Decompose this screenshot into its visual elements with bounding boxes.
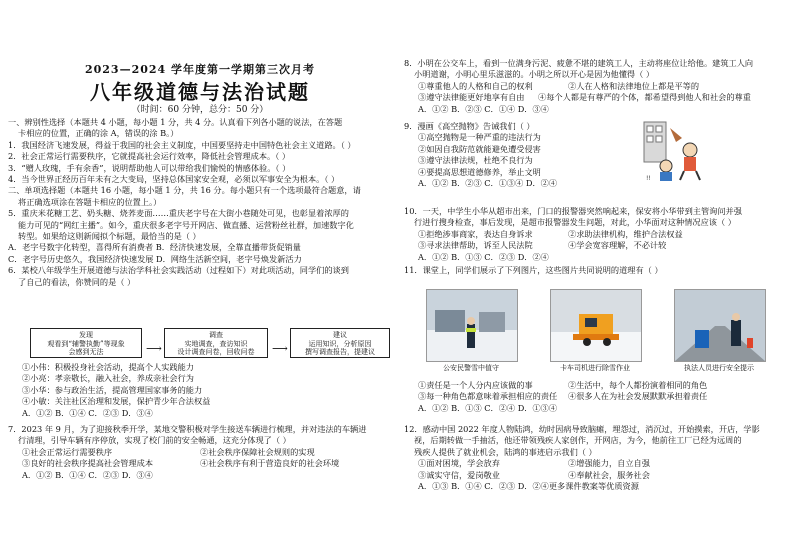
question-4: 4．当今世界正经历百年未有之大变局，坚持总体国家安全观，必须以军事安全为根本。（ ） bbox=[8, 174, 340, 185]
opinion-item: ②小亮：孝亲敬长，融入社会，养成亲社会行为 bbox=[22, 373, 194, 384]
choice-item: ④学会宽容理解，不必计较 bbox=[568, 240, 667, 251]
choice-item: ②生活中，每个人都扮演着相同的角色 bbox=[568, 380, 708, 390]
right-column bbox=[404, 0, 786, 560]
exam-meta: （时间：60 分钟，总分：50 分） bbox=[131, 105, 269, 115]
question-7 bbox=[8, 424, 392, 481]
question-11-options: A．①② B．①③ C．②④ D．①③④ bbox=[418, 402, 558, 413]
page-title: 八年级道德与法治试题 bbox=[90, 80, 310, 104]
question-5: 5．重庆米花糖工艺、奶头糖、烧荞麦面……重庆老字号在大街小巷随处可见，也彰显着浓厚的 bbox=[8, 208, 349, 219]
choice-item: ①拒绝涉事商家，表达自身诉求 bbox=[418, 228, 533, 239]
choice-item: ①尊重他人的人格和自己的权利 bbox=[418, 80, 533, 91]
choice-item: ②求助法律机构，维护合法权益 bbox=[568, 228, 683, 239]
question-9-stem: 9．漫画《高空抛物》告诫我们（ ） bbox=[404, 121, 535, 131]
opinion-item: ③小华：参与政治生活，提高管理国家事务的能力 bbox=[22, 384, 203, 395]
photo-safety-sign bbox=[674, 289, 766, 362]
activity-flowchart bbox=[30, 328, 390, 358]
choice-item: ①面对困境，学会放弃 bbox=[418, 458, 500, 469]
choice-item: ③遵守法律能更好地享有自由 bbox=[418, 92, 525, 103]
choice-item: ②人在人格和法律地位上都是平等的 bbox=[568, 80, 700, 91]
choice-item: ④奉献社会，服务社会 bbox=[568, 469, 650, 480]
cartoon-caption: !! bbox=[646, 175, 651, 182]
choice-item: ④社会秩序有利于营造良好的社会环境 bbox=[200, 458, 340, 469]
exam-term: 2023—2024 学年度第一学期第三次月考 bbox=[84, 63, 316, 76]
text-line: 视，后期转做一手抽活，他还带领残疾人家创作，开网店，为今，他前往工厂已经为远周的 bbox=[414, 435, 742, 446]
arrow-icon: ⟶ bbox=[146, 342, 162, 355]
text-line: 能力可见的“网红主播”。如今，重庆很多老字号开网店、做直播、运营粉丝社群，加速数字化 bbox=[18, 219, 354, 230]
question-6-options: A．①② B．①④ C．②③ D．③④ bbox=[22, 407, 153, 418]
flow-box-investigate: 调查 实地调查，查访知识 设计调查问卷，回收问卷 bbox=[164, 328, 268, 358]
question-7-options: A．①② B．①④ C．②③ D．③④ bbox=[22, 469, 153, 480]
photo-police-snow bbox=[426, 289, 518, 362]
opinion-item: ④小敏：关注社区治理和发展，保护青少年合法权益 bbox=[22, 396, 211, 407]
photo-caption: 公安民警雪中值守 bbox=[443, 364, 499, 372]
question-8-stem: 8．小明在公交车上，看到一位满身污泥、疲惫不堪的建筑工人，主动将座位让给他。建筑工人向 bbox=[404, 58, 754, 68]
text-line: 行进行搜身检查，事后发现，是超市报警器发生问题，对此，小华面对这种情况应该（ ） bbox=[414, 217, 736, 228]
question-10-stem: 10．一天，中学生小华从超市出来，门口的报警器突然响起来，保安将小华带到主管询问并强 bbox=[404, 206, 742, 216]
question-10 bbox=[404, 206, 786, 276]
question-6-body bbox=[22, 362, 392, 419]
high-altitude-throwing-cartoon bbox=[642, 120, 710, 183]
question-2: 2．社会正常运行需要秩序，它就提高社会运行效率，降低社会管理成本。（ ） bbox=[8, 151, 291, 162]
question-7-stem: 7．2023 年 9 月，为了迎接秋季开学，某地交警积极对学生接送车辆进行梳理，并对违法的车辆进 bbox=[8, 424, 367, 434]
opinion-item: ①小伟：积极投身社会活动，提高个人实践能力 bbox=[22, 362, 194, 372]
question-12 bbox=[404, 424, 786, 492]
question-6: 6．某校八年级学生开展道德与法治学科社会实践活动（过程如下）对此项活动，同学们的谈到 bbox=[8, 265, 349, 276]
question-12-stem: 12．感动中国 2022 年度人物陆鸿，幼时因病导致脑瘫，埋怨过，消沉过，开始摸索，开店，学影 bbox=[404, 424, 760, 434]
text-line: 小明道谢，小明心里乐滋滋的。小明之所以开心是因为他懂得（ ） bbox=[414, 69, 655, 80]
choice-item: ①社会正常运行需要秩序 bbox=[22, 446, 113, 457]
text-line: 残疾人提供了就业机会，陆鸿的事迹启示我们（ ） bbox=[414, 446, 597, 457]
choice-item: ④要提高思想道德修养，举止文明 bbox=[418, 166, 541, 177]
questions-1-6 bbox=[8, 117, 392, 288]
question-3: 3．“赠人玫瑰，手有余香”，说明帮助他人可以带给我们愉悦的情感体验。（ ） bbox=[8, 162, 291, 173]
option-line: A．老字号数字化转型，喜得所有消费者 B．经济快速发展，全靠直播带货促销量 bbox=[8, 242, 301, 253]
photo-caption: 执法人员进行安全提示 bbox=[684, 364, 754, 372]
photo-caption: 卡车司机进行除雪作业 bbox=[560, 364, 630, 372]
text-line: 行清理，引导车辆有序停放，实现了校门前的安全畅通，这充分体现了（ ） bbox=[18, 435, 291, 446]
question-8-options: A．①② B．②③ C．①④ D．③④ bbox=[418, 103, 549, 114]
choice-item: ②如因自我防范就能避免遭受侵害 bbox=[418, 143, 541, 154]
choice-item: ④每个人都是有尊严的个体，都希望得到他人和社会的尊重 bbox=[538, 92, 751, 103]
choice-item: ①责任是一个人分内应该做的事 bbox=[418, 380, 533, 390]
choice-item: ④很多人在为社会发展默默承担着责任 bbox=[568, 391, 708, 402]
question-12-options: A．①③ B．①④ C．②③ D．②④更多课件教案等优质资源 bbox=[418, 481, 639, 492]
flow-box-discover: 发现 观看到“辅警执勤”等现象 会感到无法 bbox=[30, 328, 142, 358]
choice-item: ①高空抛物是一种严重的违法行为 bbox=[418, 132, 541, 143]
choice-item: ③诚实守信，爱岗敬业 bbox=[418, 469, 500, 480]
flow-box-suggest: 建议 运用知识，分析原因 撰写调查报告，提建议 bbox=[290, 328, 390, 358]
arrow-icon: ⟶ bbox=[272, 342, 288, 355]
question-10-options: A．①② B．①③ C．②③ D．②④ bbox=[418, 251, 549, 262]
choice-item: ②社会秩序保障社会规则的实现 bbox=[200, 446, 315, 457]
text-line: 了自己的看法，你赞同的是（ ） bbox=[18, 276, 136, 287]
choice-item: ③每一种角色都意味着承担相应的责任 bbox=[418, 391, 558, 402]
question-11-stem: 11．课堂上，同学们展示了下列图片，这些图片共同说明的道理有（ ） bbox=[404, 265, 663, 276]
photo-snow-truck bbox=[550, 289, 642, 362]
question-9-options: A．①② B．②③ C．①③④ D．②④ bbox=[418, 178, 558, 189]
text-line: 一、辨别性选择（本题共 4 小题，每小题 1 分，共 4 分。认真看下列各小题的说法，在答题 bbox=[8, 117, 343, 127]
question-9 bbox=[404, 121, 634, 189]
text-line: 将正确选项涂在答题卡相应的位置上。） bbox=[18, 196, 162, 207]
choice-item: ③良好的社会秩序提高社会管理成本 bbox=[22, 458, 154, 469]
question-1: 1．我国经济飞速发展，得益于我国的社会主义制度，中国要坚持走中国特色社会主义道路。（ ） bbox=[8, 139, 356, 150]
choice-item: ③寻求法律帮助，诉至人民法院 bbox=[418, 240, 533, 251]
question-11-body bbox=[404, 380, 786, 414]
section-2-heading: 二、单项选择题（本题共 16 小题，每小题 1 分，共 16 分。每小题只有一个选项最符合题意，请 bbox=[8, 185, 361, 196]
left-column bbox=[8, 0, 392, 560]
choice-item: ②增强能力，自立自强 bbox=[568, 458, 650, 469]
question-8 bbox=[404, 58, 786, 115]
text-line: 转型。如果给这则新闻拟个标题，最恰当的是（ ） bbox=[18, 231, 201, 242]
text-line: 卡相应的位置，正确的涂 A，错误的涂 B。） bbox=[18, 128, 179, 139]
choice-item: ③遵守法律法规，杜绝不良行为 bbox=[418, 155, 533, 166]
option-line: C．老字号历史悠久，我国经济快速发展 D．网络生活新空间，老字号焕发新活力 bbox=[8, 253, 302, 264]
